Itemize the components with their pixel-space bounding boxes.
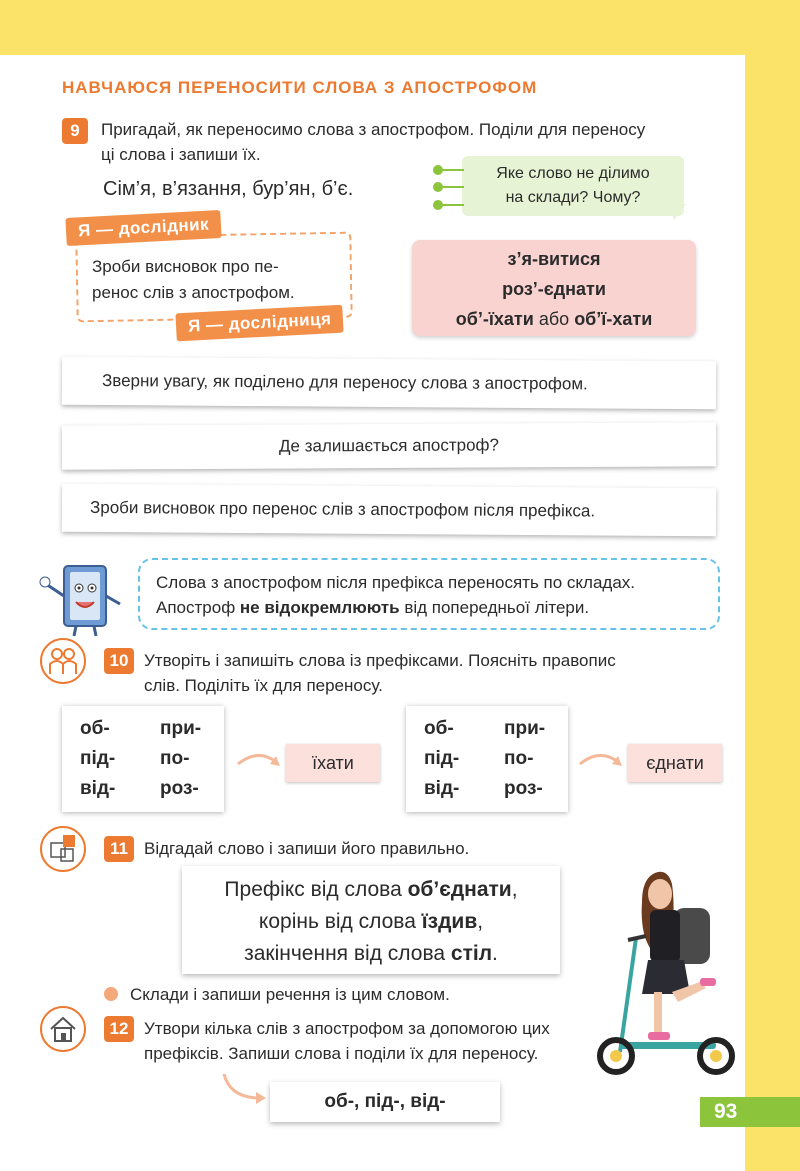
strip-question (62, 422, 716, 469)
bubble-tail-icon (668, 204, 688, 222)
prefixes-card: об-, під-, від- (270, 1082, 500, 1122)
riddle-card (182, 866, 560, 974)
riddle-line3-punct: . (492, 942, 498, 965)
riddle-line1 (182, 874, 560, 906)
homework-house-icon (40, 1006, 86, 1052)
example-line3 (412, 304, 696, 334)
task9-text-line2: ці слова і запиши їх. (101, 145, 261, 164)
task-number-12: 12 (104, 1016, 134, 1042)
rule-line2 (156, 595, 718, 620)
section-heading: НАВЧАЮСЯ ПЕРЕНОСИТИ СЛОВА З АПОСТРОФОМ (62, 78, 538, 97)
strip-question-text: Де залишається апостроф? (278, 435, 500, 456)
task-number-11: 11 (104, 836, 134, 862)
task12-text-line2: префіксів. Запиши слова і поділи їх для переносу. (144, 1044, 539, 1063)
task11-extra: Склади і запиши речення із цим словом. (130, 985, 450, 1004)
strip-attention (62, 357, 716, 410)
riddle-line2-text: корінь від слова (258, 910, 422, 933)
tag-researcher-girl: Я — дослідниця (175, 305, 344, 342)
riddle-line3-text: закінчення від слова (244, 942, 451, 965)
riddle-line2-punct: , (477, 910, 484, 933)
riddle-line2 (182, 906, 560, 938)
pair-work-icon (40, 638, 86, 684)
task10-text-line2: слів. Поділіть їх для переносу. (144, 676, 383, 695)
prefix-card-1 (62, 706, 224, 812)
strip-conclusion-text: Зроби висновок про перенос слів з апострофом після префікса. (89, 497, 596, 521)
research-line2: ренос слів з апострофом. (92, 283, 295, 302)
rule-line1: Слова з апострофом після префікса переносять по складах. (156, 573, 636, 592)
bullet-dots-icon (430, 162, 466, 214)
book-mascot-icon (36, 560, 126, 640)
rule-line2-bold: не відокремлюють (239, 598, 400, 617)
prefix-left-1: об- (424, 718, 454, 739)
riddle-line1-text: Префікс від слова (224, 878, 408, 901)
rule-box (138, 558, 720, 630)
strip-conclusion (62, 484, 716, 537)
arrow-icon (236, 746, 284, 772)
girl-scooter-illustration (592, 862, 742, 1077)
prefix-left-2: під- (80, 748, 116, 769)
example-line3-b: об’ї-хати (574, 309, 653, 329)
riddle-line2-bold: їздив (421, 910, 478, 933)
page-number: 93 (700, 1097, 800, 1127)
question-line2: на склади? Чому? (505, 189, 641, 206)
question-bubble (462, 156, 684, 216)
riddle-line1-punct: , (511, 878, 518, 901)
arrow-icon (220, 1072, 270, 1106)
example-line3-a: об’-їхати (455, 309, 534, 329)
task12-text-line1: Утвори кілька слів з апострофом за допомогою цих (144, 1019, 550, 1038)
prefix-right-2: по- (504, 748, 534, 769)
task-number-9: 9 (62, 118, 88, 144)
example-line3-or: або (538, 309, 570, 329)
riddle-line3-bold: стіл (450, 942, 493, 965)
rule-line2-b: від попередньої літери. (399, 598, 590, 617)
rule-line2-a: Апостроф (156, 598, 240, 617)
prefix-right-3: роз- (504, 778, 543, 799)
question-line1: Яке слово не ділимо (496, 165, 650, 182)
root-box-1: їхати (286, 744, 380, 782)
task9-text-line1: Пригадай, як переносимо слова з апострофом. Поділи для переносу (101, 120, 646, 139)
prefix-left-2: під- (424, 748, 460, 769)
root-box-2: єднати (628, 744, 722, 782)
example-line2: роз’-єднати (502, 279, 606, 299)
prefix-right-1: при- (504, 718, 546, 739)
riddle-line3 (182, 938, 560, 970)
task-number-10: 10 (104, 648, 134, 674)
arrow-icon (578, 746, 626, 772)
prefix-right-1: при- (160, 718, 202, 739)
prefix-right-3: роз- (160, 778, 199, 799)
task10-text-line1: Утворіть і запишіть слова із префіксами. Поясніть правопис (144, 651, 616, 670)
research-line1: Зроби висновок про пе- (92, 257, 279, 276)
prefix-left-3: від- (424, 778, 460, 799)
strip-attention-text: Зверни увагу, як поділено для переносу слова з апострофом. (101, 370, 588, 394)
riddle-line1-bold: об’єднати (407, 878, 512, 901)
task9-words: Сім’я, в’язання, бур’ян, б’є. (103, 178, 354, 200)
tag-researcher-boy: Я — дослідник (65, 210, 221, 246)
task11-text: Відгадай слово і запиши його правильно. (144, 839, 470, 858)
prefix-card-2 (406, 706, 568, 812)
prefix-right-2: по- (160, 748, 190, 769)
examples-box (412, 240, 696, 336)
prefix-left-3: від- (80, 778, 116, 799)
example-line1: з’я-витися (507, 249, 601, 269)
bullet-dot (104, 987, 118, 1001)
puzzle-icon (40, 826, 86, 872)
prefix-left-1: об- (80, 718, 110, 739)
